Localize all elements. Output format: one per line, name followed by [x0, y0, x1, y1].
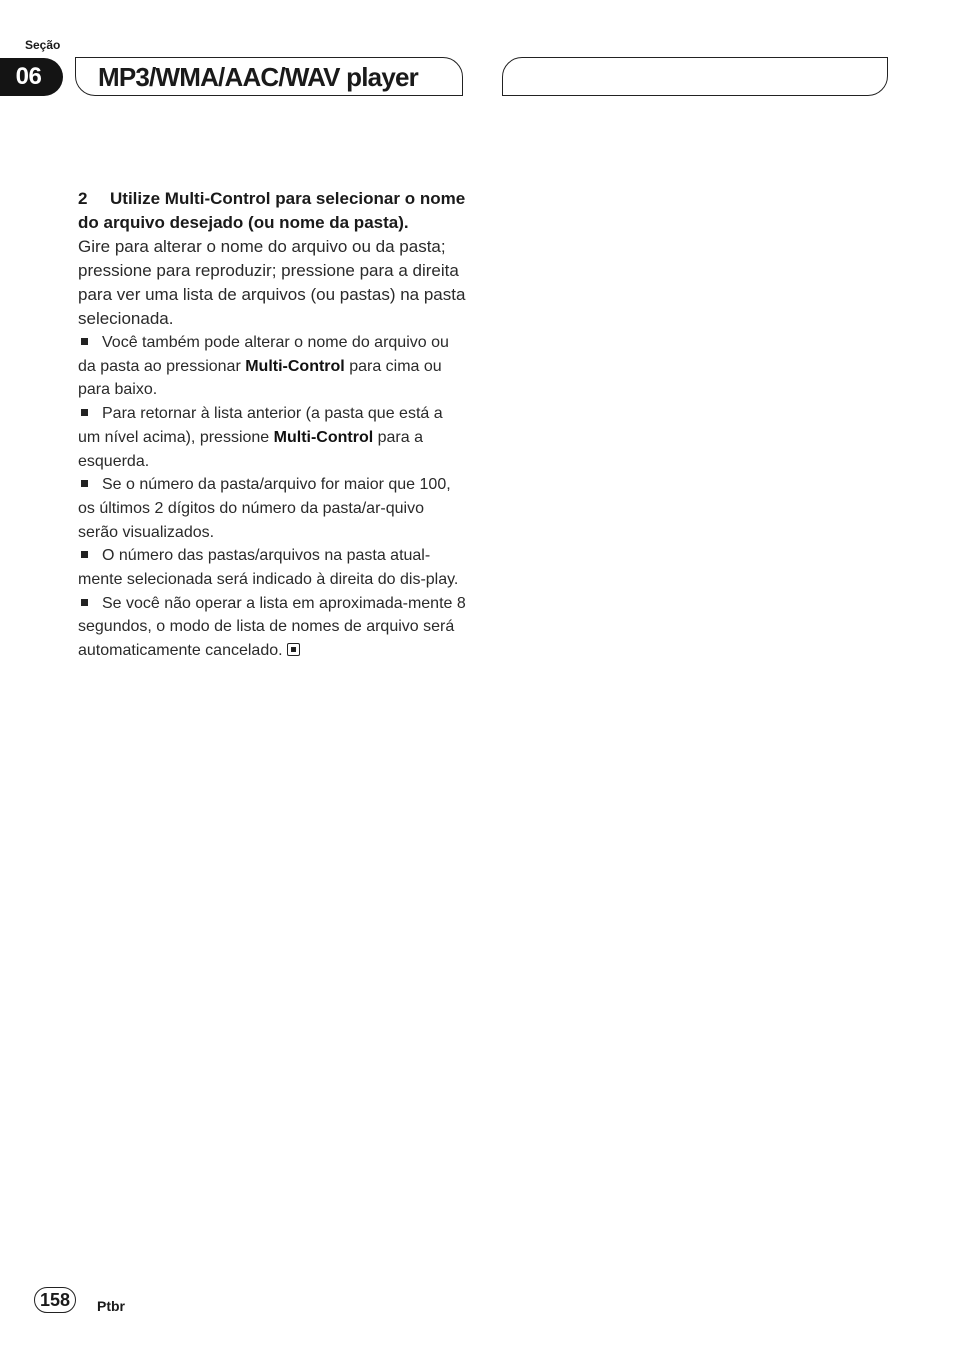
language-code: Ptbr — [97, 1298, 125, 1314]
control-name: Multi-Control — [273, 428, 374, 446]
bullet-square-icon — [81, 551, 88, 558]
header-empty-box — [502, 57, 888, 96]
page-number: 158 — [34, 1287, 76, 1313]
note-item: Você também pode alterar o nome do arquivo ou da pasta ao pressionar Multi-Control para cima ou para baixo. — [78, 334, 449, 399]
bullet-square-icon — [81, 480, 88, 487]
step-text: Utilize Multi-Control para selecionar o nome do arquivo desejado (ou nome da pasta). — [78, 189, 466, 232]
note-item: Para retornar à lista anterior (a pasta que está a um nível acima), pressione Multi-Control para a esquerda. — [78, 405, 443, 470]
section-number-badge: 06 — [0, 58, 63, 96]
note-item: O número das pastas/arquivos na pasta atual-mente selecionada será indicado à direita do dis-play. — [78, 547, 459, 589]
step-number: 2 — [78, 189, 88, 208]
note-item: Se o número da pasta/arquivo for maior que 100, os últimos 2 dígitos do número da pasta/ar-quivo serão visualizados. — [78, 476, 451, 541]
note-item: Se você não operar a lista em aproximada-mente 8 segundos, o modo de lista de nomes de arquivo será automaticamente cancelado. — [78, 594, 466, 660]
bullet-square-icon — [81, 409, 88, 416]
control-name: Multi-Control — [245, 357, 345, 375]
step-description: Gire para alterar o nome do arquivo ou da pasta; pressione para reproduzir; pressione para a direita para ver uma lista de arquivos (ou pastas) na pasta selecionada. — [78, 237, 466, 328]
bullet-square-icon — [81, 599, 88, 606]
main-content — [78, 187, 468, 663]
step-heading — [78, 187, 468, 235]
chapter-title-box — [75, 57, 463, 96]
section-label: Seção — [25, 38, 61, 52]
end-of-section-icon — [287, 643, 300, 656]
chapter-title: MP3/WMA/AAC/WAV player — [98, 62, 418, 92]
bullet-square-icon — [81, 338, 88, 345]
